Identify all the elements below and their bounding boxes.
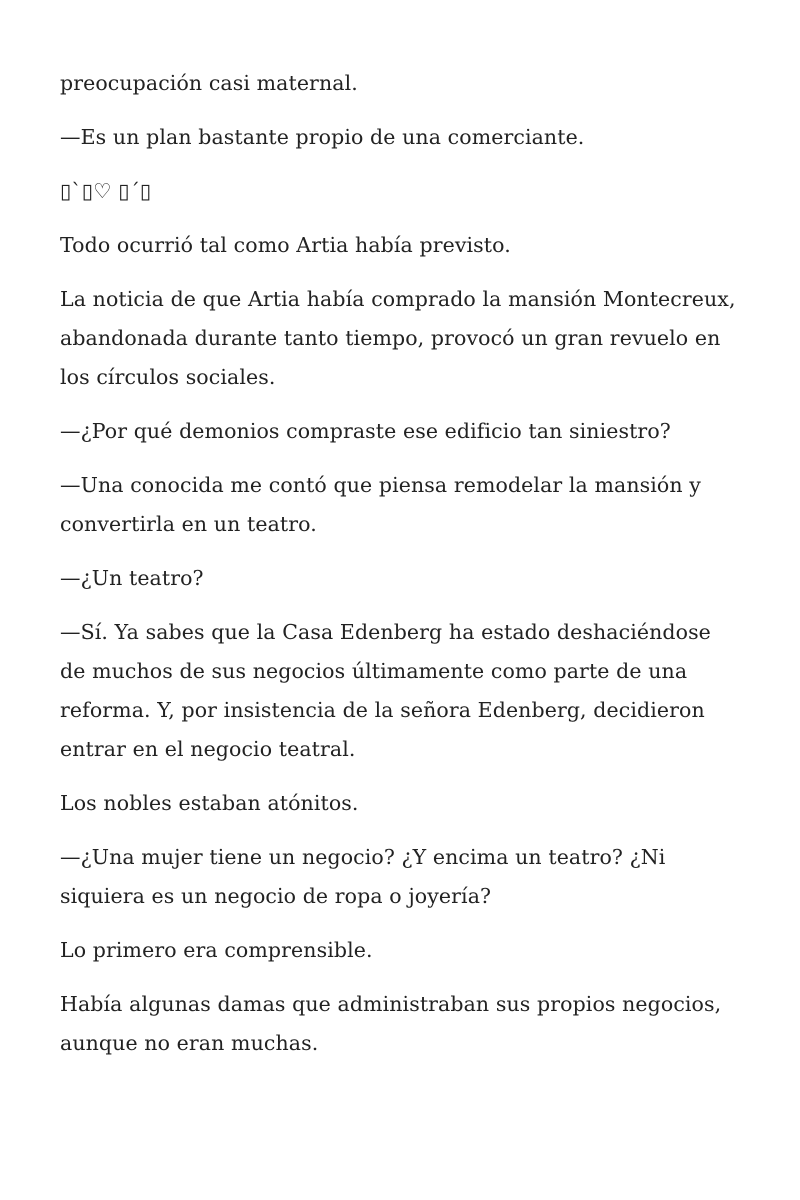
paragraph: preocupación casi maternal. <box>60 71 358 95</box>
paragraph: —¿Por qué demonios compraste ese edificio tan siniestro? <box>60 419 671 443</box>
paragraph: La noticia de que Artia había comprado la mansión Montecreux, abandonada durante tanto tiempo, provocó un gran revuelo en los círculos sociales. <box>60 287 736 389</box>
paragraph: —¿Una mujer tiene un negocio? ¿Y encima un teatro? ¿Ni siquiera es un negocio de ropa o joyería? <box>60 845 666 908</box>
paragraph: —Sí. Ya sabes que la Casa Edenberg ha estado deshaciéndose de muchos de sus negocios últimamente como parte de una reforma. Y, por insistencia de la señora Edenberg, decidieron entrar en el negocio teatral. <box>60 620 711 761</box>
paragraph: —Una conocida me contó que piensa remodelar la mansión y convertirla en un teatro. <box>60 473 701 536</box>
paragraph: Los nobles estaban atónitos. <box>60 791 359 815</box>
scene-break-ornament: ▯`▯♡ ▯´▯ <box>60 179 152 203</box>
paragraph: —Es un plan bastante propio de una comerciante. <box>60 125 585 149</box>
paragraph: —¿Un teatro? <box>60 566 204 590</box>
paragraph: Lo primero era comprensible. <box>60 938 373 962</box>
paragraph: Había algunas damas que administraban sus propios negocios, aunque no eran muchas. <box>60 992 722 1055</box>
paragraph: Todo ocurrió tal como Artia había previsto. <box>60 233 511 257</box>
